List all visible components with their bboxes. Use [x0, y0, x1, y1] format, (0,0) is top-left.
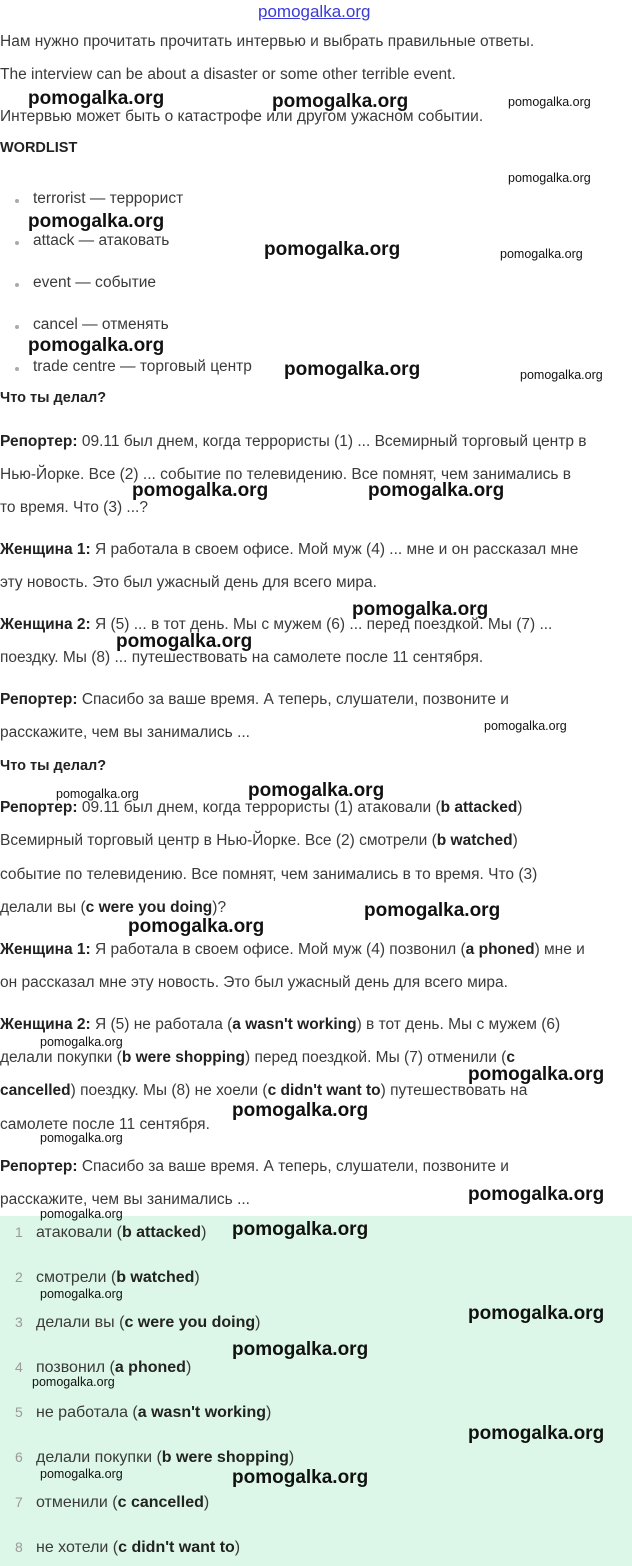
line-text: 09.11 был днем, когда террористы (1) ... Всемирный торговый центр в — [77, 433, 587, 450]
answer-key: a phoned — [114, 1359, 186, 1376]
line-text: он рассказал мне эту новость. Это был ужасный день для всего мира. — [0, 974, 508, 991]
section2-heading: Что ты делал? — [0, 758, 107, 774]
answer-word: не работала ( — [36, 1404, 138, 1421]
answer-word: делали вы ( — [36, 1314, 125, 1331]
highlighted-answer: Репортер: — [0, 1158, 78, 1175]
watermark: pomogalka.org — [468, 1064, 605, 1085]
intro-line-3: Интервью может быть о катастрофе или другом ужасном событии. — [0, 108, 484, 125]
highlighted-answer: Женщина 1: — [0, 941, 91, 958]
line-text: Я работала в своем офисе. Мой муж (4) ... мне и он рассказал мне — [90, 541, 579, 558]
line-text: делали покупки ( — [0, 1049, 122, 1066]
answer-word: смотрели ( — [36, 1269, 117, 1286]
interview-line — [0, 541, 578, 559]
line-text: Я (5) ... в тот день. Мы с мужем (6) ... перед поездкой. Мы (7) ... — [90, 616, 553, 633]
watermark: pomogalka.org — [500, 247, 583, 261]
line-text: то время. Что (3) ...? — [0, 499, 148, 516]
answer-close: ) — [194, 1269, 200, 1286]
wordlist-item: terrorist — террорист — [15, 190, 183, 208]
line-text: 09.11 был днем, когда террористы (1) атаковали ( — [77, 799, 441, 816]
answer-close: ) — [203, 1494, 210, 1511]
watermark: pomogalka.org — [56, 787, 139, 801]
line-text: ) перед поездкой. Мы (7) отменили ( — [245, 1049, 507, 1066]
watermark: pomogalka.org — [32, 1375, 115, 1389]
watermark: pomogalka.org — [128, 916, 265, 937]
highlighted-answer: Женщина 2: — [0, 1016, 91, 1033]
answer-word: делали покупки ( — [36, 1449, 162, 1466]
solution-line — [0, 1158, 509, 1176]
answer-close: ) — [266, 1404, 272, 1421]
watermark: pomogalka.org — [232, 1467, 369, 1488]
solution-line — [0, 1016, 560, 1034]
solution-line — [0, 1049, 515, 1067]
answer-number: 5 — [15, 1404, 23, 1420]
answer-key: b watched — [116, 1269, 195, 1286]
line-text: Нью-Йорке. Все (2) ... событие по телевидению. Все помнят, чем занимались в — [0, 466, 571, 483]
watermark: pomogalka.org — [284, 359, 421, 380]
answer-text — [36, 1269, 200, 1287]
page-top-watermark-link[interactable]: pomogalka.org — [258, 2, 371, 21]
watermark: pomogalka.org — [508, 95, 591, 109]
highlighted-answer: a wasn't working — [232, 1016, 357, 1033]
answer-key: b attacked — [121, 1224, 202, 1241]
highlighted-answer: a phoned — [465, 941, 535, 958]
watermark: pomogalka.org — [508, 171, 591, 185]
wordlist-item: cancel — отменять — [15, 316, 169, 334]
watermark: pomogalka.org — [28, 335, 165, 356]
answer-close: ) — [185, 1359, 192, 1376]
interview-line — [0, 724, 250, 742]
line-text: ) поездку. Мы (8) не хоели ( — [70, 1082, 268, 1099]
highlighted-answer: b watched — [436, 832, 513, 849]
watermark: pomogalka.org — [28, 211, 165, 232]
section1-heading: Что ты делал? — [0, 390, 107, 406]
interview-line — [0, 691, 509, 709]
answer-number: 8 — [15, 1539, 23, 1555]
watermark: pomogalka.org — [40, 1035, 123, 1049]
watermark: pomogalka.org — [132, 480, 269, 501]
answer-text — [36, 1314, 260, 1332]
speaker-label: Репортер: — [0, 433, 78, 450]
answer-key: a wasn't working — [137, 1404, 267, 1421]
answer-number: 2 — [15, 1269, 23, 1285]
answer-key: c were you doing — [124, 1314, 256, 1331]
watermark: pomogalka.org — [232, 1339, 369, 1360]
answer-number: 7 — [15, 1494, 23, 1510]
wordlist-item: attack — атаковать — [15, 232, 169, 250]
answer-number: 1 — [15, 1224, 23, 1240]
wordlist-item: event — событие — [15, 274, 156, 292]
line-text: ) мне и — [534, 941, 585, 958]
line-text: Спасибо за ваше время. А теперь, слушатели, позвоните и — [77, 1158, 509, 1175]
watermark: pomogalka.org — [520, 368, 603, 382]
watermark: pomogalka.org — [352, 599, 489, 620]
interview-line — [0, 574, 377, 592]
watermark: pomogalka.org — [468, 1423, 605, 1444]
solution-line — [0, 1082, 527, 1100]
answer-close: ) — [288, 1449, 295, 1466]
intro-line-2: The interview can be about a disaster or some other terrible event. — [0, 66, 456, 83]
answer-text — [36, 1224, 206, 1242]
wordlist-item: trade centre — торговый центр — [15, 358, 252, 376]
line-text: расскажите, чем вы занимались ... — [0, 1191, 250, 1208]
line-text: Я работала в своем офисе. Мой муж (4) позвонил ( — [90, 941, 466, 958]
solution-line — [0, 1191, 250, 1209]
line-text: Всемирный торговый центр в Нью-Йорке. Все (2) смотрели ( — [0, 832, 437, 849]
line-text: самолете после 11 сентября. — [0, 1116, 210, 1133]
highlighted-answer: cancelled — [0, 1082, 71, 1099]
line-text: эту новость. Это был ужасный день для всего мира. — [0, 574, 377, 591]
highlighted-answer: c were you doing — [85, 899, 213, 916]
solution-line — [0, 832, 518, 850]
watermark: pomogalka.org — [272, 91, 409, 112]
watermark: pomogalka.org — [28, 88, 165, 109]
line-text: поездку. Мы (8) ... путешествовать на самолете после 11 сентября. — [0, 649, 484, 666]
answer-key: c cancelled — [117, 1494, 204, 1511]
answer-text — [36, 1404, 271, 1422]
solution-line — [0, 941, 585, 959]
answer-key: b were shopping — [161, 1449, 289, 1466]
speaker-label: Женщина 2: — [0, 616, 91, 633]
interview-line — [0, 433, 586, 451]
answer-key: c didn't want to — [118, 1539, 235, 1556]
answer-text — [36, 1539, 240, 1557]
watermark: pomogalka.org — [368, 480, 505, 501]
watermark: pomogalka.org — [40, 1467, 123, 1481]
watermark: pomogalka.org — [40, 1287, 123, 1301]
answer-number: 6 — [15, 1449, 23, 1465]
watermark: pomogalka.org — [364, 900, 501, 921]
answer-number: 3 — [15, 1314, 23, 1330]
line-text: Спасибо за ваше время. А теперь, слушатели, позвоните и — [77, 691, 509, 708]
highlighted-answer: Репортер: — [0, 799, 78, 816]
watermark: pomogalka.org — [468, 1184, 605, 1205]
solution-line — [0, 899, 226, 917]
watermark: pomogalka.org — [248, 780, 385, 801]
wordlist-heading: WORDLIST — [0, 140, 78, 156]
answer-word: отменили ( — [36, 1494, 118, 1511]
line-text: ) — [512, 832, 518, 849]
answer-close: ) — [234, 1539, 241, 1556]
watermark: pomogalka.org — [232, 1100, 369, 1121]
line-text: делали вы ( — [0, 899, 86, 916]
watermark: pomogalka.org — [264, 239, 401, 260]
line-text: ) в тот день. Мы с мужем (6) — [356, 1016, 561, 1033]
solution-line — [0, 866, 537, 884]
answer-text — [36, 1494, 209, 1512]
line-text: )? — [212, 899, 227, 916]
line-text: событие по телевидению. Все помнят, чем занимались в то время. Что (3) — [0, 866, 538, 883]
speaker-label: Женщина 1: — [0, 541, 91, 558]
watermark: pomogalka.org — [40, 1131, 123, 1145]
answers-panel — [0, 1216, 632, 1566]
answer-word: позвонил ( — [36, 1359, 115, 1376]
line-text: ) — [517, 799, 523, 816]
watermark: pomogalka.org — [468, 1303, 605, 1324]
answer-text — [36, 1449, 294, 1467]
highlighted-answer: b attacked — [440, 799, 518, 816]
interview-line — [0, 499, 148, 517]
answer-number: 4 — [15, 1359, 23, 1375]
solution-line — [0, 974, 508, 992]
line-text: расскажите, чем вы занимались ... — [0, 724, 250, 741]
answer-word: атаковали ( — [36, 1224, 122, 1241]
line-text: Я (5) не работала ( — [90, 1016, 233, 1033]
highlighted-answer: c didn't want to — [267, 1082, 381, 1099]
speaker-label: Репортер: — [0, 691, 78, 708]
answer-close: ) — [201, 1224, 207, 1241]
answer-close: ) — [255, 1314, 261, 1331]
watermark: pomogalka.org — [232, 1219, 369, 1240]
highlighted-answer: c — [506, 1049, 515, 1066]
watermark: pomogalka.org — [40, 1207, 123, 1221]
answer-word: не хотели ( — [36, 1539, 119, 1556]
highlighted-answer: b were shopping — [121, 1049, 245, 1066]
intro-line-1: Нам нужно прочитать прочитать интервью и выбрать правильные ответы. — [0, 33, 535, 50]
watermark: pomogalka.org — [484, 719, 567, 733]
line-text: ) путешествовать на — [380, 1082, 528, 1099]
watermark: pomogalka.org — [116, 631, 253, 652]
